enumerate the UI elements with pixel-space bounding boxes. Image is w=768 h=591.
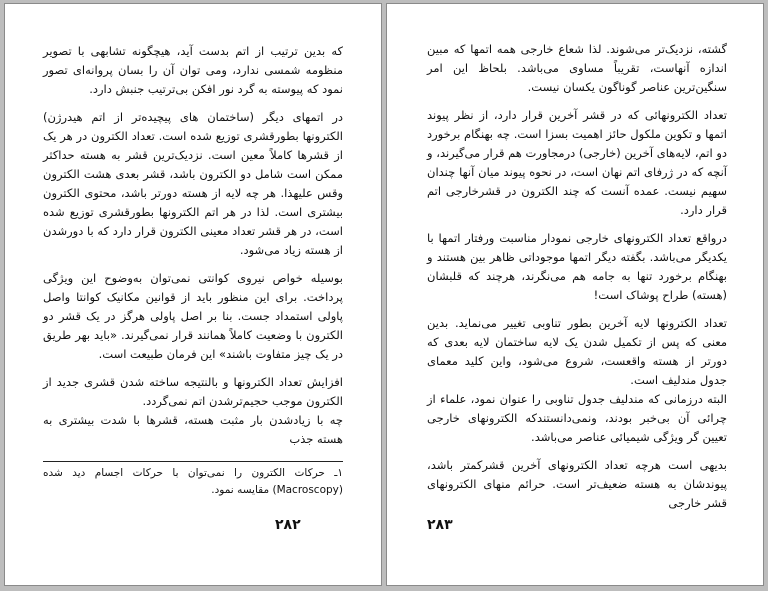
left-text-column [43, 42, 343, 449]
page-number: ۲۸۳ [427, 517, 453, 533]
paragraph: که بدین ترتیب از اتم بدست آید، هیچگونه تشابهی با تصویر منظومه شمسی ندارد، ومی توان آن را بسان پروانه‌ای تصور نمود که پیوسته به گرد نور افکن بی‌ترتیب جنبش دارد. [43, 44, 343, 96]
paragraph: گشته، نزدیک‌تر می‌شوند. لذا شعاع خارجی همه اتمها که مبین اندازه آنهاست، تقریباً مساوی می‌باشد. بلحاظ این امر سنگین‌ترین عناصر گوناگون یکسان نیست. [427, 42, 727, 94]
left-page [4, 3, 382, 586]
paragraph: تعداد الکترونهائی که در قشر آخرین قرار دارد، از نظر پیوند اتمها و تکوین ملکول حائز اهمیت بسزا است. چه بهنگام برخورد دو اتم، لایه‌های آخرین (خارجی) درمجاورت هم قرار می‌گیرند، و آنچه که در ژرفای اتم نهان است، در نحوه پیوند میان آنها چندان سهیم نیست. عمده آنست که چند الکترون در قشرخارجی اتم قرار دارد. [427, 108, 727, 217]
footnote-separator [43, 461, 343, 462]
footnote: ۱ـ حرکات الکترون را نمی‌توان با حرکات اجسام دید شده (Macroscopy) مقایسه نمود. [43, 467, 343, 496]
paragraph: بدیهی است هرچه تعداد الکترونهای آخرین قشرکمتر باشد، پیوندشان به هسته ضعیف‌تر است. حرائم منهای الکترونهای قشر خارجی [427, 458, 727, 510]
paragraph: البته درزمانی که مندلیف جدول تناوبی را عنوان نمود، علماء از چرائی آن بی‌خبر بودند، ونمی‌دانستندکه الکترونهای خارجی تعیین گر ویژگی شیمیائی عناصر می‌باشد. [427, 392, 727, 444]
paragraph: در اتمهای دیگر (ساختمان های پیچیده‌تر از اتم هیدرژن) الکترونها بطورقشری توزیع شده است. تعداد الکترون در هر یک از قشرها کاملاً معین است. نزدیک‌ترین قشر به هسته حداکثر ممکن است شامل دو الکترون باشد، قشر بعدی هشت الکترون وقس علیهذا. هر چه لایه از هسته دورتر باشد، محتوی الکترون بیشتری است. لذا در هر اتم الکترونها بطورقشری توزیع شده است، در هر قشر تعداد معینی الکترون قرار دارد که با دورشدن از هسته زیاد می‌شود. [43, 110, 343, 257]
page-number: ۲۸۲ [275, 517, 301, 533]
paragraph: تعداد الکترونها لایه آخرین بطور تناوبی تغییر می‌نماید. بدین معنی که پس از تکمیل شدن یک لایه ساختمان لایه بعدی که دورتر از هسته واقعست، شروع می‌شود، واین کلید معمای جدول مندلیف است. [427, 316, 727, 387]
right-page [386, 3, 764, 586]
right-text-column [427, 40, 727, 513]
paragraph: بوسیله خواص نیروی کوانتی نمی‌توان به‌وضوح این ویژگی پرداخت. برای این منظور باید از قوانین مکانیک کوانتا واصل پاولی استمداد جست. بنا بر اصل پاولی هرگز در یک قشر دو الکترون با وضعیت کاملاً همانند قرار نمی‌گیرند. «باید بهر طریق در یک چیز متفاوت باشند» این فرمان طبیعت است. [43, 271, 343, 361]
paragraph: درواقع تعداد الکترونهای خارجی نمودار مناسبت ورفتار اتمها با یکدیگر می‌باشد. بگفته دیگر اتمها موجوداتی ظاهر بین هستند و بهنگام برخورد تنها به جامه هم می‌نگرند، هرچند که قلبشان (هسته) طراح پوشاک است! [427, 231, 727, 302]
paragraph: افزایش تعداد الکترونها و بالنتیجه ساخته شدن قشری جدید از الکترون موجب حجیم‌ترشدن اتم نمی‌گردد. [43, 375, 343, 408]
paragraph: چه با زیادشدن بار مثبت هسته، قشرها با شدت بیشتری به هسته جذب [43, 413, 343, 446]
